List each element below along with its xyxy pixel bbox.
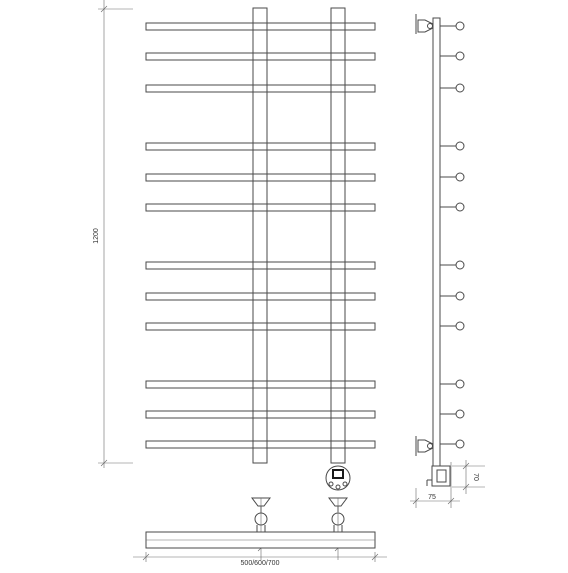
side-tube (433, 18, 440, 468)
right-column (331, 8, 345, 463)
side-element-box (427, 466, 450, 486)
horizontal-bar (146, 174, 375, 181)
horizontal-bar (146, 23, 375, 30)
side-height-label: 70 (472, 473, 479, 481)
side-knob (456, 440, 464, 448)
side-knob (456, 84, 464, 92)
side-depth-label: 75 (428, 494, 436, 501)
width-label: 500/600/700 (240, 560, 280, 567)
horizontal-bar (146, 441, 375, 448)
horizontal-bar (146, 293, 375, 300)
side-knob (456, 52, 464, 60)
front-view (146, 8, 375, 463)
side-knob (456, 261, 464, 269)
side-knob (456, 203, 464, 211)
electric-element (326, 466, 350, 490)
bottom-wall-bracket (416, 436, 433, 456)
side-knob (456, 410, 464, 418)
right-valve (329, 498, 347, 560)
side-knobs (440, 22, 464, 448)
side-knob (456, 292, 464, 300)
left-valve (252, 498, 270, 560)
side-knob (456, 322, 464, 330)
horizontal-bar (146, 323, 375, 330)
side-knob (456, 380, 464, 388)
bottom-view (133, 532, 387, 567)
left-column (253, 8, 267, 463)
horizontal-bar (146, 262, 375, 269)
side-knob (456, 142, 464, 150)
horizontal-bar (146, 143, 375, 150)
side-knob (456, 173, 464, 181)
height-label: 1200 (93, 228, 100, 244)
horizontal-bar (146, 85, 375, 92)
horizontal-bar (146, 411, 375, 418)
height-dimension (93, 0, 133, 468)
side-view (410, 14, 485, 508)
top-wall-bracket (416, 14, 433, 34)
side-knob (456, 22, 464, 30)
horizontal-bar (146, 381, 375, 388)
horizontal-bar (146, 53, 375, 60)
horizontal-bar (146, 204, 375, 211)
